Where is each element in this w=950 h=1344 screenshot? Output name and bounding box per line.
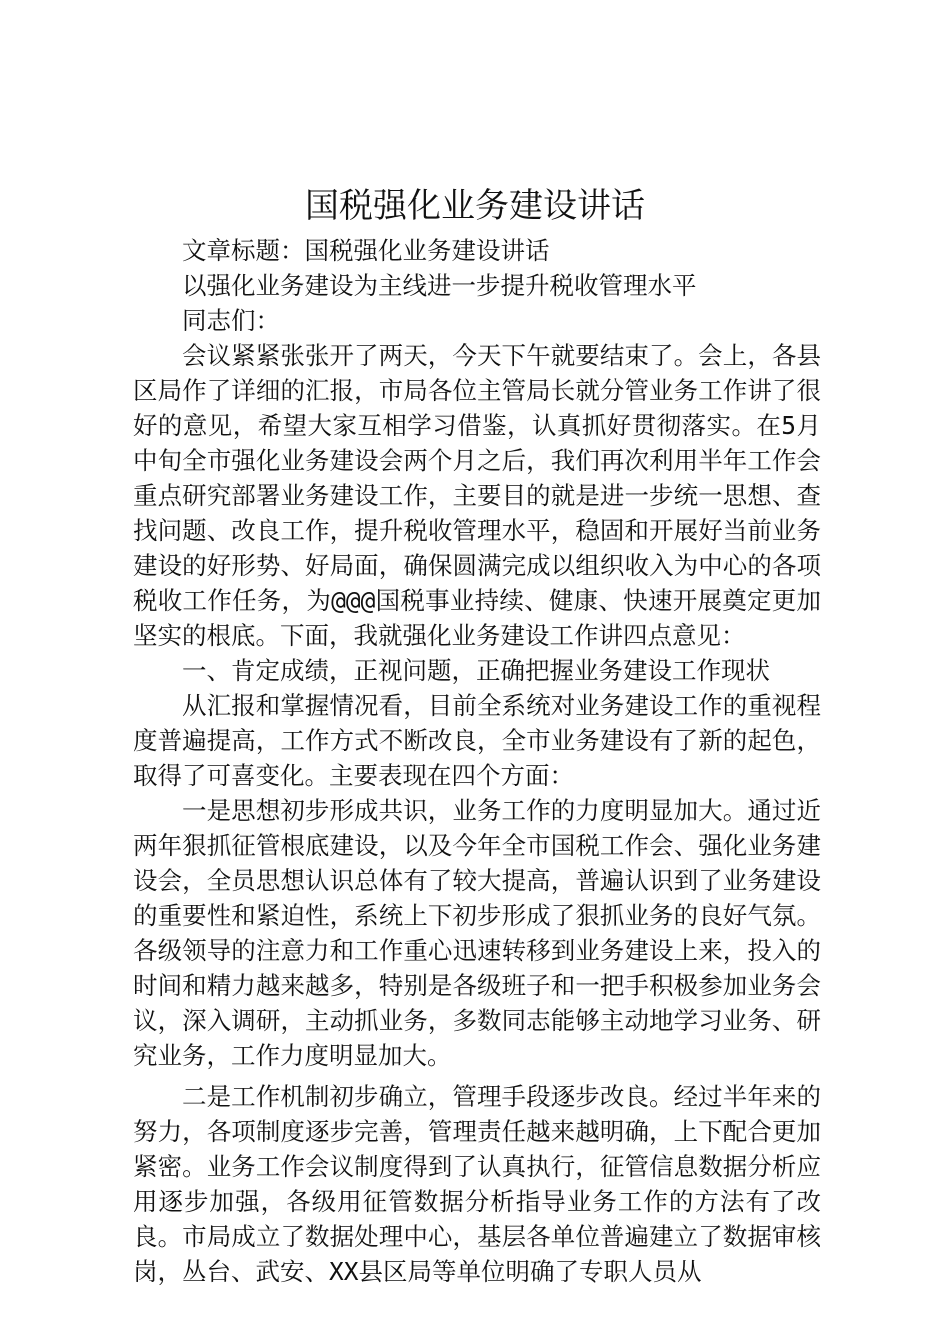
section-heading-1: 一、肯定成绩，正视问题，正确把握业务建设工作现状 bbox=[182, 656, 770, 685]
salutation: 同志们： bbox=[182, 306, 280, 335]
article-title-line: 文章标题：国税强化业务建设讲话 bbox=[182, 236, 550, 265]
paragraph-overview: 从汇报和掌握情况看，目前全系统对业务建设工作的重视程度普遍提高，工作方式不断改良，全市业务建设有了新的起色，取得了可喜变化。主要表现在四个方面： bbox=[133, 691, 821, 790]
paragraph-point-1: 一是思想初步形成共识，业务工作的力度明显加大。通过近两年狠抓征管根底建设，以及今年全市国税工作会、强化业务建设会，全员思想认识总体有了较大提高，普遍认识到了业务建设的重要性和紧迫性，系统上下初步形成了狠抓业务的良好气氛。各级领导的注意力和工作重心迅速转移到业务建设上来，投入的时间和精力越来越多，特别是各级班子和一把手积极参加业务会议，深入调研，主动抓业务，多数同志能够主动地学习业务、研究业务，工作力度明显加大。 bbox=[133, 796, 821, 1070]
paragraph-intro: 会议紧紧张张开了两天，今天下午就要结束了。会上，各县区局作了详细的汇报，市局各位主管局长就分管业务工作讲了很好的意见，希望大家互相学习借鉴，认真抓好贯彻落实。在5月中旬全市强化业务建设会两个月之后，我们再次利用半年工作会重点研究部署业务建设工作，主要目的就是进一步统一思想、查找问题、改良工作，提升税收管理水平，稳固和开展好当前业务建设的好形势、好局面，确保圆满完成以组织收入为中心的各项税收工作任务，为@@@国税事业持续、健康、快速开展奠定更加坚实的根底。下面，我就强化业务建设工作讲四点意见： bbox=[133, 341, 821, 650]
subtitle-line: 以强化业务建设为主线进一步提升税收管理水平 bbox=[182, 271, 697, 300]
document-body bbox=[133, 233, 821, 1289]
paragraph-point-2: 二是工作机制初步确立，管理手段逐步改良。经过半年来的努力，各项制度逐步完善，管理责任越来越明确，上下配合更加紧密。业务工作会议制度得到了认真执行，征管信息数据分析应用逐步加强，各级用征管数据分析指导业务工作的方法有了改良。市局成立了数据处理中心，基层各单位普遍建立了数据审核岗，丛台、武安、XX县区局等单位明确了专职人员从 bbox=[133, 1082, 821, 1286]
document-title: 国税强化业务建设讲话 bbox=[305, 186, 645, 226]
